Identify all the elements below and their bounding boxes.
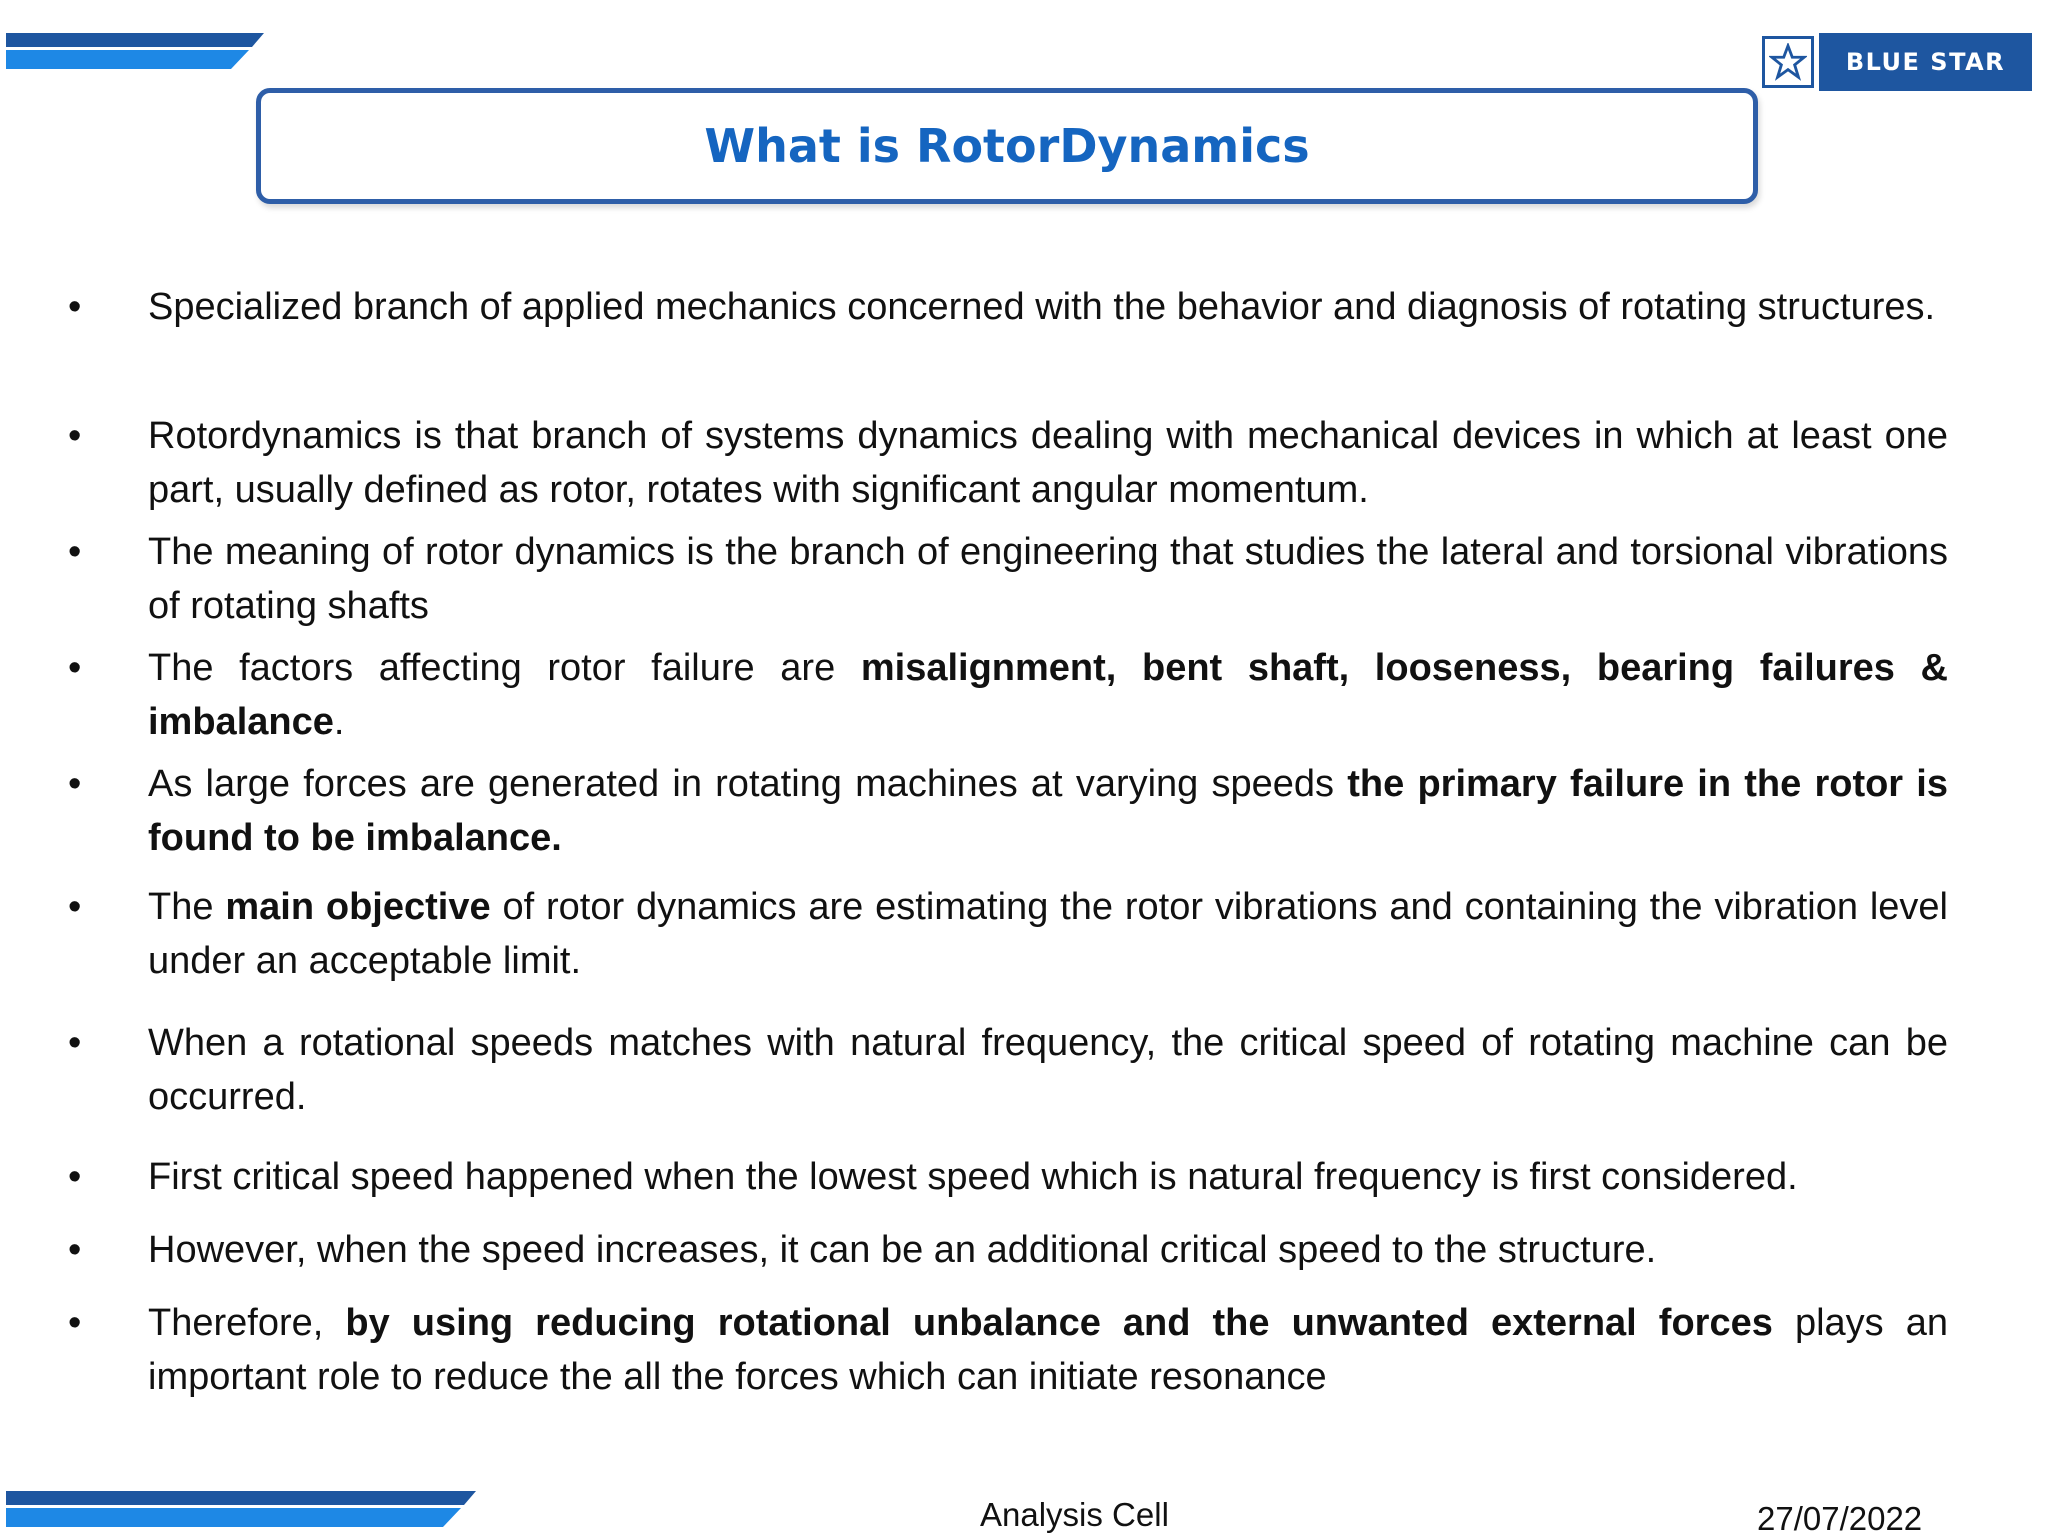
list-item: • However, when the speed increases, it can be an additional critical speed to the structure. [148,1223,1948,1277]
list-item: • The meaning of rotor dynamics is the branch of engineering that studies the lateral and torsional vibrations of rotating shafts [148,525,1948,633]
logo-wordmark: BLUE STAR [1819,33,2032,91]
bullet-icon: • [68,1302,82,1344]
footer-department: Analysis Cell [980,1496,1169,1533]
list-item: • As large forces are generated in rotating machines at varying speeds the primary failure in the rotor is found to be imbalance. [148,757,1948,865]
list-item: • Rotordynamics is that branch of systems dynamics dealing with mechanical devices in which at least one part, usually defined as rotor, rotates with significant angular momentum. [148,409,1948,517]
footer-stripe [6,1491,476,1529]
list-item: • Therefore, by using reducing rotational unbalance and the unwanted external forces plays an important role to reduce the all the forces which can initiate resonance [148,1296,1948,1404]
bullet-icon: • [68,763,82,805]
bullet-icon: • [68,1156,82,1198]
bullet-icon: • [68,286,82,328]
bullet-icon: • [68,886,82,928]
page-title: What is RotorDynamics [704,119,1310,173]
list-item: • Specialized branch of applied mechanics concerned with the behavior and diagnosis of rotating structures. [148,280,1948,334]
bullet-icon: • [68,1022,82,1064]
list-item: • The main objective of rotor dynamics are estimating the rotor vibrations and containing the vibration level under an acceptable limit. [148,880,1948,988]
footer-date: 27/07/2022 [1757,1500,1923,1537]
bullet-icon: • [68,647,82,689]
bullet-icon: • [68,1229,82,1271]
bullet-icon: • [68,415,82,457]
bullet-icon: • [68,531,82,573]
list-item: • The factors affecting rotor failure are misalignment, bent shaft, looseness, bearing failures & imbalance. [148,641,1948,749]
list-item: • First critical speed happened when the lowest speed which is natural frequency is first considered. [148,1150,1948,1204]
list-item: • When a rotational speeds matches with natural frequency, the critical speed of rotating machine can be occurred. [148,1016,1948,1124]
